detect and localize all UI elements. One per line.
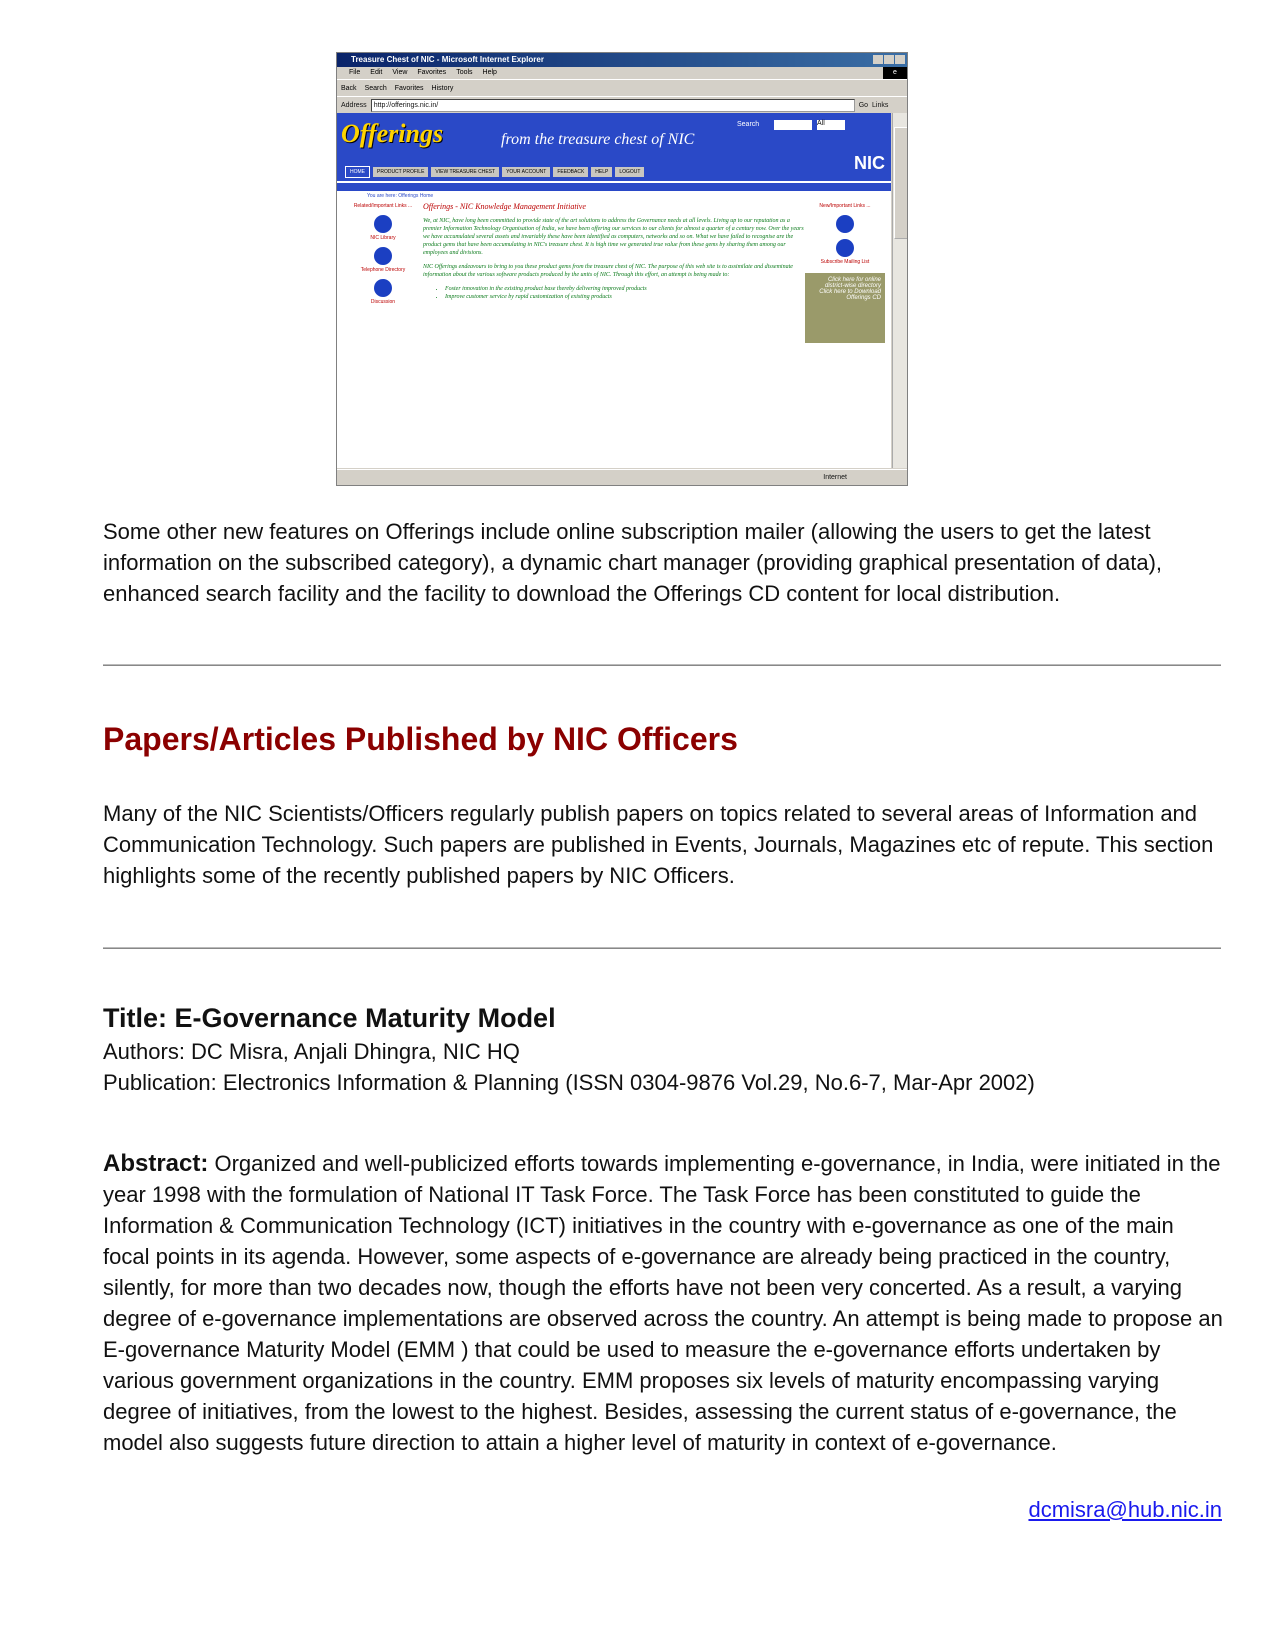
ad-directory-link: Click here for online district-wise directory <box>824 277 881 289</box>
contact-email-link[interactable]: dcmisra@hub.nic.in <box>1028 1497 1222 1522</box>
left-links <box>343 203 423 343</box>
section-intro: Many of the NIC Scientists/Officers regularly publish papers on topics related to several areas of Information and Communication Technology. Such papers are published in Events, Journals, Magazines etc of repute. This section highlights some of the recently published papers by NIC Officers. <box>103 801 1214 888</box>
address-label: Address <box>341 101 367 109</box>
search-input <box>774 120 812 130</box>
paper-title: Title: E-Governance Maturity Model <box>103 1003 556 1033</box>
nav-home: HOME <box>345 166 370 178</box>
left-link-telephone: Telephone Directory <box>360 267 406 273</box>
status-zone: Internet <box>823 474 847 481</box>
left-link-discussion: Discussion <box>370 299 396 305</box>
menu-edit: Edit <box>370 69 383 76</box>
offerings-para-1: We, at NIC, have long been committed to provide state of the art solutions to address the Governance needs at all levels. Living up to our reputation as a premier Information Technology Organisation of India, we have been offering our services to our clients for almost a quarter of a century now. Over the years we have accumulated several assets and invariably these have been identified as computers, networks and so on. What we have failed to recognise are the product gems that have been accumulating in NIC's treasure chest. It is high time we generated true value from these gems by sharing them among our employees and divisions. <box>423 218 804 256</box>
menubar <box>337 67 907 79</box>
subscribe-icon <box>836 239 854 257</box>
nav-product-profile: PRODUCT PROFILE <box>373 167 428 177</box>
browser-toolbar <box>337 79 907 96</box>
telephone-icon <box>374 247 392 265</box>
menu-favorites: Favorites <box>417 69 447 76</box>
section-heading: Papers/Articles Published by NIC Officers <box>103 721 738 757</box>
left-link-library: NIC Library <box>370 235 396 241</box>
breadcrumb: You are here: Offerings Home <box>367 193 434 199</box>
offerings-screenshot <box>336 52 908 486</box>
nav-feedback: FEEDBACK <box>553 167 588 177</box>
divider <box>103 947 1221 949</box>
favorites-button: Favorites <box>394 84 424 92</box>
right-links-title: New/Important Links ... <box>819 203 871 209</box>
discussion-icon <box>374 279 392 297</box>
abstract-label: Abstract: <box>103 1150 209 1177</box>
offerings-nav <box>337 163 891 181</box>
address-field: http://offerings.nic.in/ <box>371 99 855 112</box>
window-titlebar <box>337 53 907 67</box>
right-links <box>805 203 885 343</box>
window-buttons <box>873 55 905 64</box>
nic-logo: NIC <box>854 153 885 173</box>
offerings-tagline: from the treasure chest of NIC <box>501 131 695 148</box>
right-link-subscribe: Subscribe Mailing List <box>820 259 870 265</box>
offerings-logo: Offerings <box>341 119 444 148</box>
paper-publication: Publication: Electronics Information & Planning (ISSN 0304-9876 Vol.29, No.6-7, Mar-Apr 2002) <box>103 1070 1035 1095</box>
paper-abstract <box>103 1148 1223 1458</box>
library-icon <box>374 215 392 233</box>
menu-view: View <box>392 69 408 76</box>
nav-view-treasure-chest: VIEW TREASURE CHEST <box>431 167 499 177</box>
back-button: Back <box>341 84 357 92</box>
offerings-bullet: • Foster innovation in the existing product base thereby delivering improved products <box>445 285 805 293</box>
offerings-bullet: • Improve customer service by rapid customization of existing products <box>445 293 805 301</box>
ad-download-link: Click here to Download Offerings CD <box>819 289 881 301</box>
nav-help: HELP <box>591 167 612 177</box>
paper-authors: Authors: DC Misra, Anjali Dhingra, NIC HQ <box>103 1039 520 1064</box>
offerings-para-2: NIC Offerings endeavours to bring to you these product gems from the treasure chest of NIC. The purpose of this web site is to assimilate and disseminate information about the various software products produced by the units of NIC. Through this effort, an attempt is being made to: <box>423 264 793 278</box>
ie-logo-icon: e <box>883 67 907 79</box>
offerings-content <box>337 201 891 345</box>
links-button: Links <box>872 101 889 109</box>
maximize-icon <box>884 55 894 64</box>
menu-file: File <box>349 69 361 76</box>
search-label: Search <box>737 121 760 128</box>
nav-your-account: YOUR ACCOUNT <box>502 167 550 177</box>
offerings-ad <box>805 273 885 343</box>
menu-tools: Tools <box>456 69 473 76</box>
search-button: Search <box>364 84 387 92</box>
scrollbar-thumb <box>894 127 908 239</box>
blue-strip <box>337 181 891 191</box>
address-bar <box>337 96 907 113</box>
vertical-scrollbar <box>892 113 907 468</box>
nav-logout: LOGOUT <box>615 167 644 177</box>
left-links-title: Related/Important Links ... <box>353 203 413 209</box>
menu-help: Help <box>482 69 497 76</box>
offerings-bullets <box>423 285 805 301</box>
window-title: Treasure Chest of NIC - Microsoft Internet Explorer <box>351 55 544 64</box>
mail-icon <box>836 215 854 233</box>
minimize-icon <box>873 55 883 64</box>
search-scope-select: All <box>817 120 845 130</box>
browser-viewport <box>337 113 891 468</box>
offerings-article <box>423 203 805 343</box>
abstract-text: Organized and well-publicized efforts towards implementing e-governance, in India, were initiated in the year 1998 with the formulation of National IT Task Force. The Task Force has been constituted to guide the Information & Communication Technology (ICT) initiatives in the country with e-governance as one of the main focal points in its agenda. However, some aspects of e-governance are already being practiced in the country, silently, for more than two decades now, though the efforts have not been very concerted. As a result, a varying degree of e-governance implementations are observed across the country. An attempt is being made to propose an E-governance Maturity Model (EMM ) that could be used to measure the e-governance efforts undertaken by various government organizations in the country. EMM proposes six levels of maturity encompassing varying degree of initiatives, from the lowest to the highest. Besides, assessing the current status of e-governance, the model also suggests future direction to attain a higher level of maturity in context of e-governance. <box>103 1151 1223 1455</box>
features-paragraph: Some other new features on Offerings include online subscription mailer (allowing the users to get the latest information on the subscribed category), a dynamic chart manager (providing graphical presentation of data), enhanced search facility and the facility to download the Offerings CD content for local distribution. <box>103 519 1163 606</box>
status-bar <box>337 469 907 485</box>
divider <box>103 664 1221 666</box>
offerings-article-title: Offerings - NIC Knowledge Management Initiative <box>423 202 586 211</box>
history-button: History <box>431 84 454 92</box>
close-icon <box>895 55 905 64</box>
go-button: Go <box>858 101 869 109</box>
